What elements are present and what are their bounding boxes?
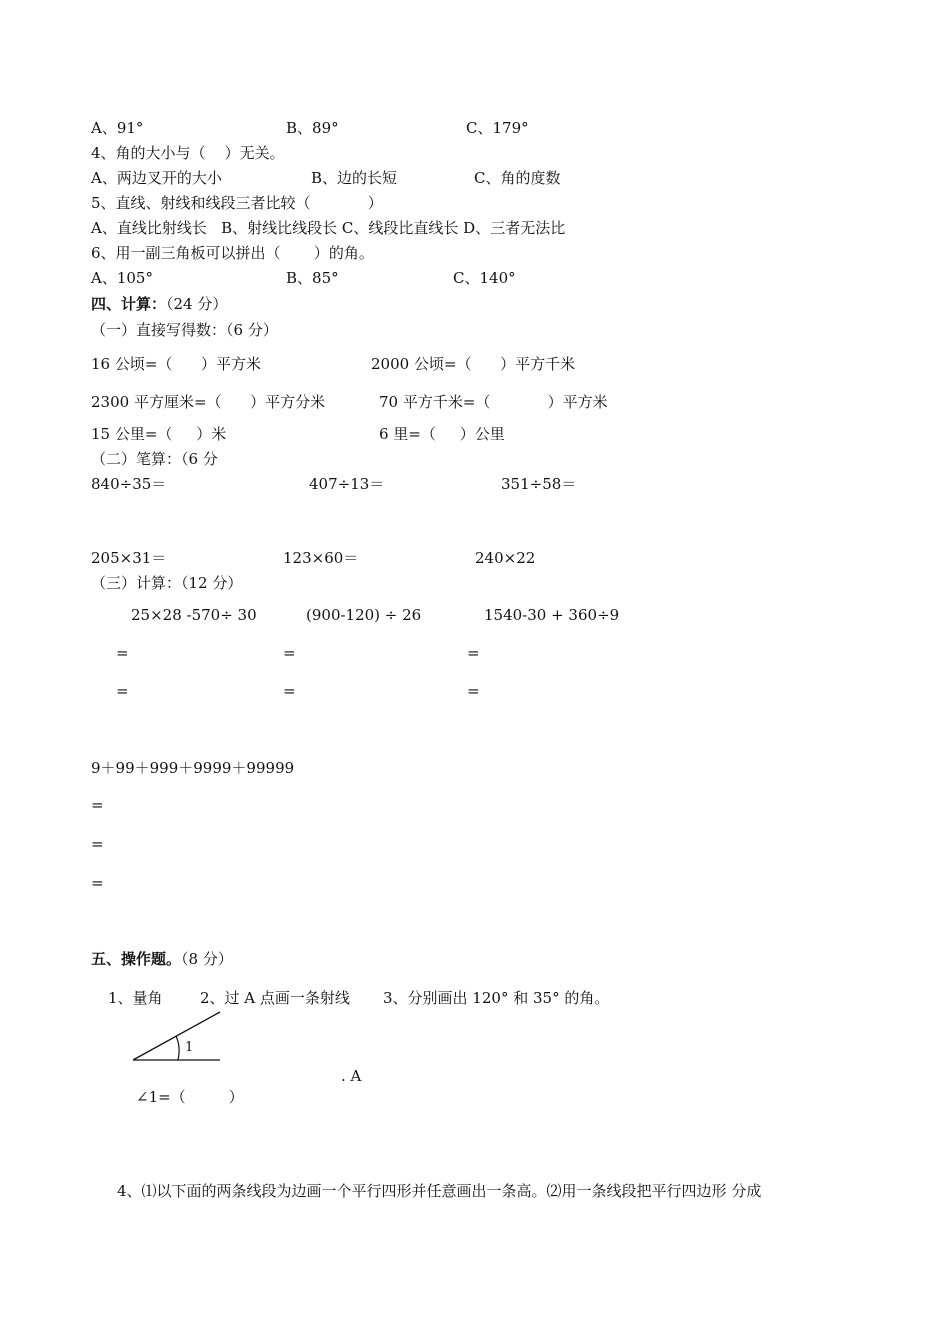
equals-sign: = (283, 682, 296, 700)
task-draw-ray: 2、过 A 点画一条射线 (200, 989, 350, 1007)
written-calc-item: 240×22 (475, 549, 536, 567)
angle-arc (176, 1036, 179, 1060)
angle-answer: ∠1=（ ） (136, 1088, 244, 1106)
written-calc-item: 840÷35＝ (91, 475, 167, 493)
section5-score: （8 分） (181, 950, 233, 968)
conversion-item: 16 公顷=（ ）平方米 (91, 355, 262, 373)
written-calc-item: 351÷58＝ (501, 475, 577, 493)
section4-title: 四、计算： (91, 295, 167, 313)
q5-options: A、直线比射线长 B、射线比线段长 C、线段比直线长 D、三者无法比 (91, 219, 566, 237)
q3-option-c: C、179° (466, 119, 529, 137)
equals-sign: = (91, 874, 104, 892)
equals-sign: = (116, 644, 129, 662)
written-calc-item: 407÷13＝ (309, 475, 385, 493)
conversion-item: 15 公里=（ ）米 (91, 425, 227, 443)
equals-sign: = (116, 682, 129, 700)
operation-question-4: 4、⑴以下面的两条线段为边画一个平行四形并任意画出一条高。⑵用一条线段把平行四边形 分成 (117, 1182, 762, 1200)
q3-option-b: B、89° (286, 119, 339, 137)
calc-expression: 25×28 -570÷ 30 (131, 606, 257, 624)
conversion-item: 6 里=（ ）公里 (379, 425, 505, 443)
equals-sign: = (283, 644, 296, 662)
q6-stem: 6、用一副三角板可以拼出（ ）的角。 (91, 244, 374, 262)
q6-option-b: B、85° (286, 269, 339, 287)
equals-sign: = (467, 682, 480, 700)
q3-option-a: A、91° (91, 119, 144, 137)
task-draw-angles: 3、分别画出 120° 和 35° 的角。 (383, 989, 610, 1007)
q4-stem: 4、角的大小与（ ）无关。 (91, 144, 285, 162)
task-measure-angle: 1、量角 (108, 989, 163, 1007)
section5-title: 五、操作题。 (91, 950, 182, 968)
section4-score: （24 分） (166, 295, 228, 313)
part1-title: （一）直接写得数：（6 分） (91, 321, 278, 339)
conversion-item: 70 平方千米=（ ）平方米 (379, 393, 608, 411)
equals-sign: = (91, 835, 104, 853)
q4-option-a: A、两边叉开的大小 (91, 169, 222, 187)
written-calc-item: 205×31＝ (91, 549, 167, 567)
part2-title: （二）笔算：（6 分 (91, 450, 218, 468)
conversion-item: 2300 平方厘米=（ ）平方分米 (91, 393, 326, 411)
conversion-item: 2000 公顷=（ ）平方千米 (371, 355, 576, 373)
q4-option-c: C、角的度数 (474, 169, 561, 187)
sum-expression: 9＋99＋999＋9999＋99999 (91, 759, 295, 777)
calc-expression: (900-120) ÷ 26 (306, 606, 422, 624)
written-calc-item: 123×60＝ (283, 549, 359, 567)
point-a-label: . A (341, 1067, 362, 1085)
q6-option-a: A、105° (91, 269, 153, 287)
equals-sign: = (467, 644, 480, 662)
q4-option-b: B、边的长短 (311, 169, 398, 187)
calc-expression: 1540-30 + 360÷9 (484, 606, 620, 624)
equals-sign: = (91, 796, 104, 814)
q5-stem: 5、直线、射线和线段三者比较（ ） (91, 194, 383, 212)
angle-label: 1 (185, 1040, 194, 1055)
part3-title: （三）计算：（12 分） (91, 574, 243, 592)
q6-option-c: C、140° (453, 269, 516, 287)
